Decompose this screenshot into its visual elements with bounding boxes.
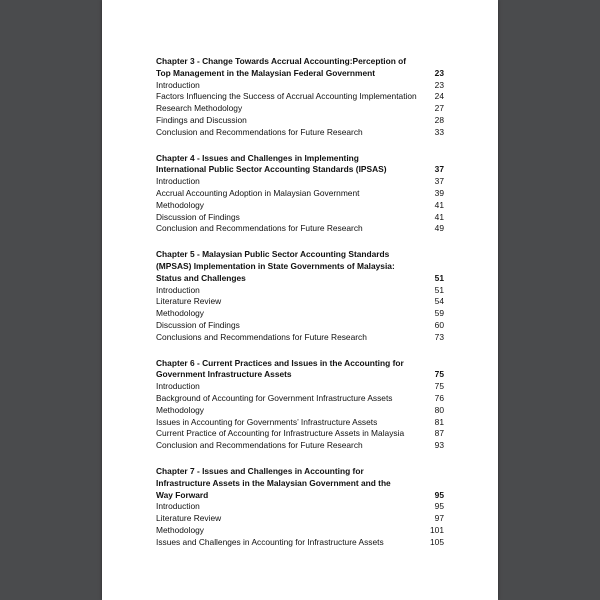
toc-entry-page: 60 [434,319,444,330]
toc-entry-page: 101 [430,524,444,535]
toc-entry-page: 80 [434,404,444,415]
toc-entry-label: Issues and Challenges in Accounting for Infrastructure Assets [156,536,384,547]
chapter-heading [156,249,444,284]
chapter-3 [156,56,444,139]
toc-entry-page: 93 [434,440,444,451]
toc-entry-label: Discussion of Findings [156,211,240,222]
chapter-page-number: 23 [434,67,444,78]
chapter-title: Chapter 7 - Issues and Challenges in Accounting for Infrastructure Assets in the Malaysian Government and the Way Forward [156,465,391,500]
toc-entry-page: 105 [430,536,444,547]
toc-entry [156,91,444,103]
chapter-heading [156,358,444,382]
toc-entry [156,103,444,115]
toc-entry-label: Literature Review [156,296,222,307]
toc-entry-label: Background of Accounting for Government Infrastructure Assets [156,392,393,403]
toc-entry-label: Current Practice of Accounting for Infrastructure Assets in Malaysia [156,428,405,439]
toc-entry-label: Research Methodology [156,103,243,114]
toc-entry [156,200,444,212]
toc-entry [156,440,444,452]
toc-entry [156,381,444,393]
chapter-page-number: 75 [434,369,444,380]
toc-entry [156,320,444,332]
toc-entry-page: 87 [434,428,444,439]
toc-entry-page: 27 [434,103,444,114]
toc-entry-label: Methodology [156,199,204,210]
chapter-page-number: 95 [434,489,444,500]
toc-entry-label: Introduction [156,284,200,295]
toc-entry-page: 51 [434,284,444,295]
chapter-heading [156,466,444,501]
toc-entry-page: 23 [434,79,444,90]
toc-entry [156,212,444,224]
toc-entry-label: Factors Influencing the Success of Accrual Accounting Implementation [156,91,417,102]
toc-entry-label: Discussion of Findings [156,319,240,330]
toc-entry [156,285,444,297]
chapter-title: Chapter 3 - Change Towards Accrual Accounting:Perception of Top Management in the Malaysian Federal Government [156,56,407,78]
toc-entry [156,332,444,344]
chapter-title: Chapter 6 - Current Practices and Issues in the Accounting for Government Infrastructure Assets [156,357,404,380]
chapter-5 [156,249,444,343]
toc-entry-label: Conclusion and Recommendations for Future Research [156,126,363,137]
toc-entry [156,393,444,405]
toc-entry-label: Issues in Accounting for Governments’ Infrastructure Assets [156,416,378,427]
toc-entry [156,537,444,549]
chapter-heading [156,56,444,80]
chapter-title: Chapter 5 - Malaysian Public Sector Accounting Standards (MPSAS) Implementation in State Governments of Malaysia: Status and Challenges [156,249,395,283]
toc-entry-label: Literature Review [156,513,222,524]
toc-entry-label: Conclusion and Recommendations for Future Research [156,223,363,234]
toc-entry-page: 24 [434,91,444,102]
toc-entry [156,525,444,537]
toc-entry [156,513,444,525]
toc-entry-page: 37 [434,176,444,187]
toc-entry-page: 75 [434,381,444,392]
toc-entry [156,417,444,429]
toc-entry [156,188,444,200]
document-page [102,0,498,600]
chapter-page-number: 51 [434,272,444,283]
toc-entry-label: Methodology [156,524,204,535]
toc-entry [156,501,444,513]
toc-entry [156,176,444,188]
toc-entry-label: Accrual Accounting Adoption in Malaysian Government [156,187,360,198]
toc-entry-label: Introduction [156,381,200,392]
chapter-7 [156,466,444,549]
toc-entry-page: 54 [434,296,444,307]
toc-entry-label: Introduction [156,79,200,90]
toc-entry-page: 73 [434,331,444,342]
toc-entry-page: 81 [434,416,444,427]
toc-entry-label: Conclusion and Recommendations for Future Research [156,440,363,451]
toc-entry [156,405,444,417]
chapter-6 [156,358,444,452]
toc-entry-label: Findings and Discussion [156,114,247,125]
toc-entry-label: Introduction [156,176,200,187]
toc-entry-page: 76 [434,392,444,403]
toc-entry-page: 59 [434,308,444,319]
toc-entry-page: 28 [434,114,444,125]
chapter-heading [156,153,444,177]
toc-entry-page: 39 [434,187,444,198]
toc-entry [156,428,444,440]
toc-entry-page: 97 [434,513,444,524]
chapter-4 [156,153,444,236]
toc-entry [156,127,444,139]
toc-entry-page: 95 [434,501,444,512]
chapter-title: Chapter 4 - Issues and Challenges in Implementing International Public Sector Accounting Standards (IPSAS) [156,152,387,175]
toc-entry-label: Conclusions and Recommendations for Future Research [156,331,367,342]
toc-entry-page: 41 [434,199,444,210]
toc-entry [156,223,444,235]
toc-entry [156,308,444,320]
toc-entry-page: 49 [434,223,444,234]
toc-entry [156,115,444,127]
toc-entry [156,80,444,92]
toc-entry-page: 41 [434,211,444,222]
toc-entry-label: Methodology [156,308,204,319]
toc-entry [156,296,444,308]
toc-entry-page: 33 [434,126,444,137]
toc-entry-label: Introduction [156,501,200,512]
toc-entry-label: Methodology [156,404,204,415]
chapter-page-number: 37 [434,164,444,175]
